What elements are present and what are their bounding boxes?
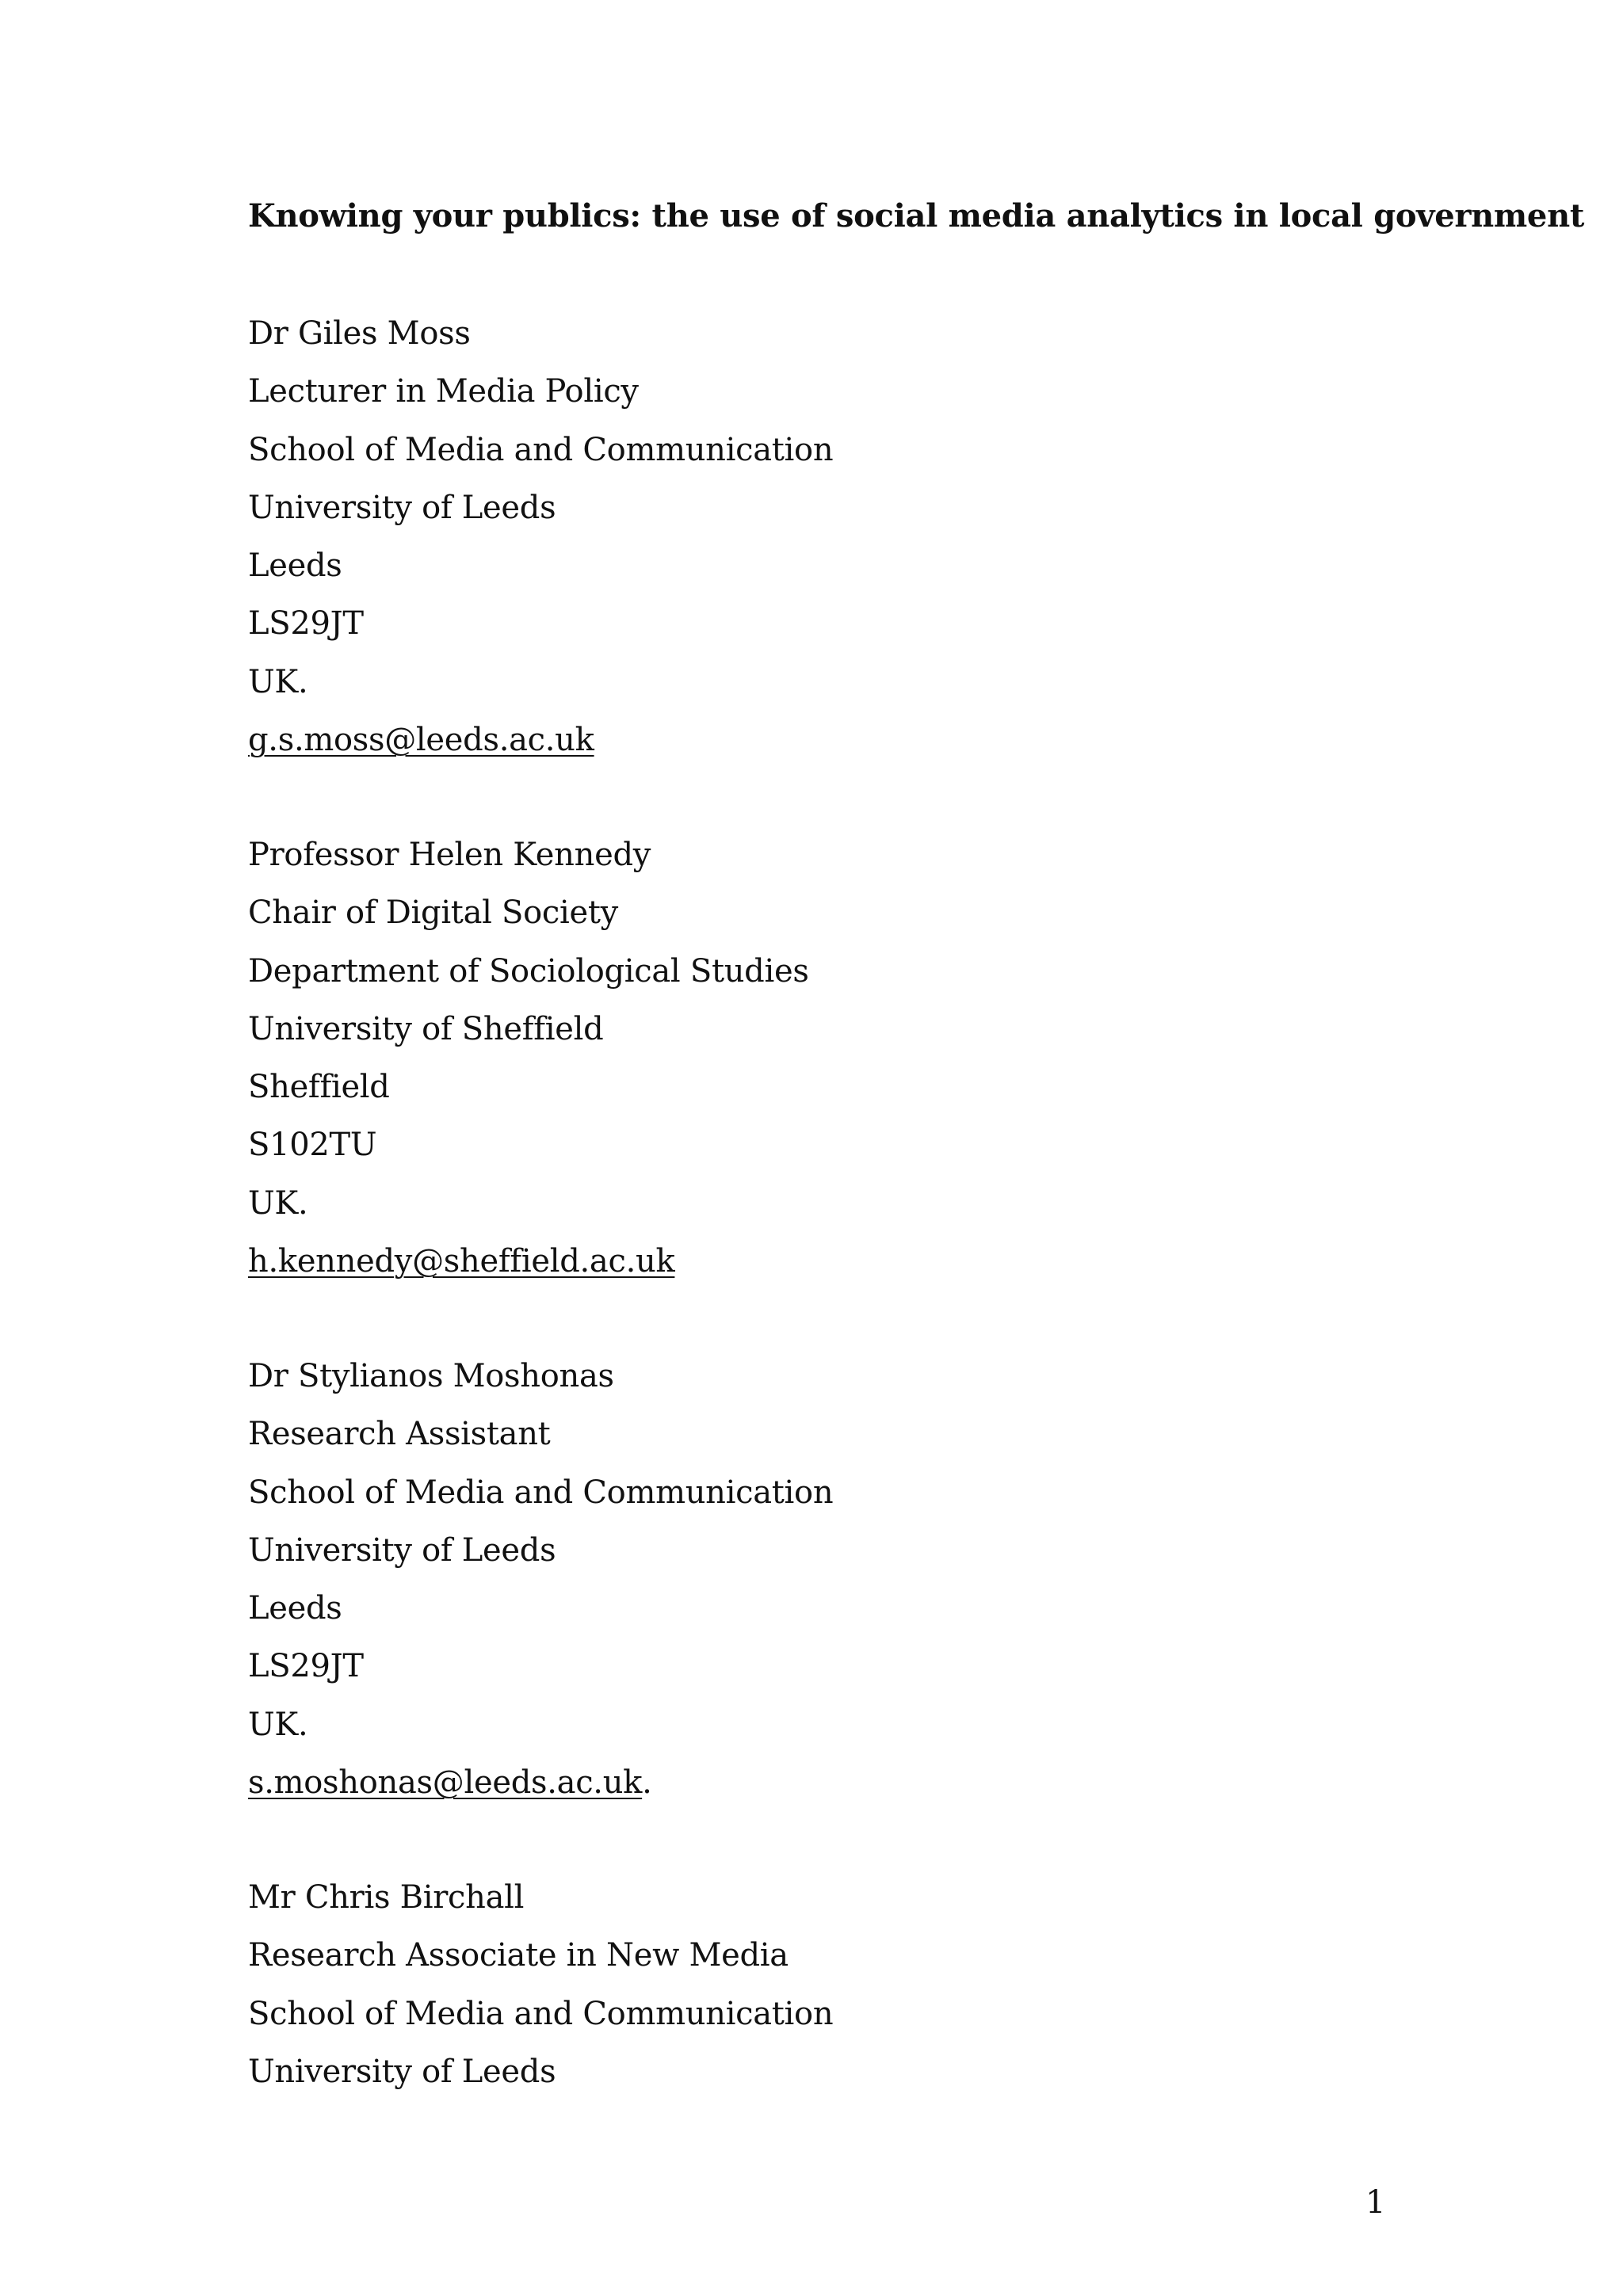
author-email-suffix: . [642,1764,652,1802]
author-block-birchall [248,1869,833,2101]
author-postcode: S102TU [248,1127,377,1164]
author-block-moshonas [248,1348,833,1812]
author-university: University of Sheffield [248,1010,604,1047]
author-country: UK. [248,1184,308,1222]
author-position: Research Associate in New Media [248,1937,789,1974]
author-postcode: LS29JT [248,605,364,643]
author-block-kennedy [248,826,809,1291]
author-block-moss [248,305,833,769]
author-university: University of Leeds [248,2053,556,2090]
author-name: Dr Stylianos Moshonas [248,1358,614,1394]
author-department: School of Media and Communication [248,1474,834,1511]
author-city: Sheffield [248,1069,390,1106]
author-email-line [248,1233,809,1291]
author-city: Leeds [248,1590,342,1627]
author-university: University of Leeds [248,1531,556,1569]
author-position: Chair of Digital Society [248,894,618,932]
author-position: Research Assistant [248,1416,551,1453]
author-email-line [248,711,833,769]
author-country: UK. [248,663,308,700]
author-email-link[interactable]: s.moshonas@leeds.ac.uk [248,1764,643,1802]
author-department: Department of Sociological Studies [248,952,809,990]
author-name: Professor Helen Kennedy [248,837,651,873]
author-postcode: LS29JT [248,1648,364,1685]
author-email-link[interactable]: h.kennedy@sheffield.ac.uk [248,1243,675,1280]
author-email-line [248,1754,833,1812]
author-name: Dr Giles Moss [248,315,471,352]
author-country: UK. [248,1706,308,1743]
author-email-link[interactable]: g.s.moss@leeds.ac.uk [248,722,594,759]
page-number: 1 [1365,2184,1386,2221]
author-city: Leeds [248,547,342,585]
author-name: Mr Chris Birchall [248,1879,525,1916]
author-department: School of Media and Communication [248,1995,834,2032]
document-title: Knowing your publics: the use of social media analytics in local government [248,197,1585,235]
author-department: School of Media and Communication [248,431,834,468]
author-position: Lecturer in Media Policy [248,373,639,410]
author-university: University of Leeds [248,489,556,526]
